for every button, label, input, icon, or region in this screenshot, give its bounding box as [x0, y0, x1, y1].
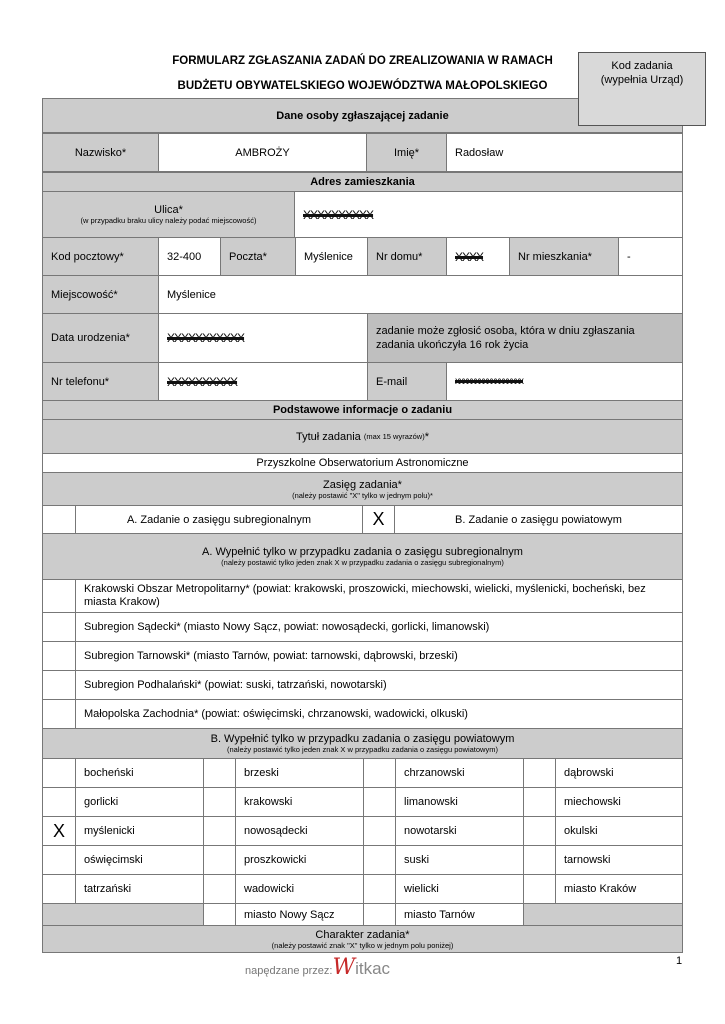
county-checkbox[interactable] [523, 845, 556, 875]
county-item: dąbrowski [555, 758, 683, 788]
nr-mieszkania-label: Nr mieszkania* [509, 237, 619, 276]
zasieg-label-text: Zasięg zadania* [323, 478, 402, 491]
county-checkbox[interactable] [363, 845, 396, 875]
section-dane: Dane osoby zgłaszającej zadanie [42, 98, 683, 133]
county-item: proszkowicki [235, 845, 364, 875]
county-checkbox[interactable] [363, 816, 396, 846]
county-checkbox[interactable] [42, 787, 76, 817]
county-checkbox[interactable] [203, 816, 236, 846]
poczta-label: Poczta* [220, 237, 296, 276]
charakter-label-text: Charakter zadania* [315, 928, 410, 941]
county-checkbox[interactable] [523, 874, 556, 904]
county-item: oświęcimski [75, 845, 204, 875]
zasieg-note: (należy postawić "X" tylko w jednym polu) [292, 490, 430, 500]
county-item: wadowicki [235, 874, 364, 904]
zasieg-star: * [429, 490, 433, 500]
ulica-field[interactable]: XXXXXXXXXX [294, 191, 683, 238]
poczta-field[interactable]: Myślenice [295, 237, 368, 276]
county-item: miasto Tarnów [395, 903, 524, 926]
county-heading-text: B. Wypełnić tylko w przypadku zadania o zasięgu powiatowym [210, 733, 515, 745]
county-checkbox[interactable] [363, 903, 396, 926]
county-checkbox[interactable] [203, 787, 236, 817]
county-item: nowotarski [395, 816, 524, 846]
footer-logo-w: W [332, 955, 356, 980]
charakter-note: (należy postawić znak "X" tylko w jednym polu poniżej) [271, 940, 454, 950]
county-checkbox[interactable] [203, 874, 236, 904]
county-empty-cell [523, 903, 683, 926]
county-checkbox[interactable] [203, 845, 236, 875]
kod-label: Kod zadania [611, 60, 673, 72]
county-item: gorlicki [75, 787, 204, 817]
kod-zadania-box [578, 52, 706, 126]
county-item: wielicki [395, 874, 524, 904]
county-item: tarnowski [555, 845, 683, 875]
subregion-checkbox[interactable] [42, 670, 76, 700]
witkac-logo [245, 955, 390, 980]
subregional-heading-text: A. Wypełnić tylko w przypadku zadania o zasięgu subregionalnym [202, 546, 523, 558]
county-item: myślenicki [75, 816, 204, 846]
county-checkbox[interactable] [523, 787, 556, 817]
footer-logo-rest: itkac [355, 959, 391, 978]
county-item: miasto Nowy Sącz [235, 903, 364, 926]
subregion-item: Krakowski Obszar Metropolitarny* (powiat: krakowski, proszowicki, miechowski, wielicki, myślenicki, bocheński, bez miasta Krakow) [75, 579, 683, 613]
ulica-label [42, 191, 295, 238]
email-label: E-mail [367, 362, 447, 401]
miejscowosc-field[interactable]: Myślenice [158, 275, 683, 314]
data-urodzenia-field[interactable]: XXXXXXXXXXX [158, 313, 368, 363]
nr-mieszkania-field[interactable]: - [618, 237, 683, 276]
nr-domu-label: Nr domu* [367, 237, 447, 276]
miejscowosc-label: Miejscowość* [42, 275, 159, 314]
subregion-checkbox[interactable] [42, 699, 76, 729]
form-title-line1: FORMULARZ ZGŁASZANIA ZADAŃ DO ZREALIZOWANIA W RAMACH [172, 55, 553, 67]
page-number: 1 [676, 955, 683, 967]
age-note: zadanie może zgłosić osoba, która w dniu zgłaszania zadania ukończyła 16 rok życia [367, 313, 683, 363]
option-b-checkbox[interactable]: X [362, 505, 395, 534]
subregional-heading [42, 533, 683, 580]
county-item: bocheński [75, 758, 204, 788]
subregion-item: Subregion Tarnowski* (miasto Tarnów, powiat: tarnowski, dąbrowski, brzeski) [75, 641, 683, 671]
county-checkbox[interactable] [363, 787, 396, 817]
section-adres: Adres zamieszkania [42, 172, 683, 192]
section-podstawowe: Podstawowe informacje o zadaniu [42, 400, 683, 420]
imie-field[interactable]: Radosław [446, 133, 683, 172]
county-checkbox[interactable] [203, 758, 236, 788]
county-item: tatrzański [75, 874, 204, 904]
tytul-label: Tytuł zadania (max 15 wyrazów) * [42, 419, 683, 454]
county-checkbox[interactable] [523, 758, 556, 788]
email-field[interactable]: xxxxxxxxxxxxxxxxx [446, 362, 683, 401]
form-title-line2: BUDŻETU OBYWATELSKIEGO WOJEWÓDZTWA MAŁOPOLSKIEGO [177, 80, 548, 92]
telefon-label: Nr telefonu* [42, 362, 159, 401]
imie-label: Imię* [366, 133, 447, 172]
county-note: (należy postawić tylko jeden znak X w przypadku zadania o zasięgu powiatowym) [227, 745, 498, 754]
county-checkbox[interactable] [42, 874, 76, 904]
kod-pocztowy-field[interactable]: 32-400 [158, 237, 221, 276]
tytul-star: * [424, 430, 430, 443]
county-item: okulski [555, 816, 683, 846]
county-item: miechowski [555, 787, 683, 817]
charakter-label [42, 925, 683, 953]
option-b-label: B. Zadanie o zasięgu powiatowym [394, 505, 683, 534]
footer-prefix: napędzane przez: [245, 965, 333, 977]
kod-pocztowy-label: Kod pocztowy* [42, 237, 159, 276]
nazwisko-field[interactable]: AMBROŻY [158, 133, 367, 172]
subregion-checkbox[interactable] [42, 612, 76, 642]
subregion-item: Małopolska Zachodnia* (powiat: oświęcimski, chrzanowski, wadowicki, olkuski) [75, 699, 683, 729]
county-item: miasto Kraków [555, 874, 683, 904]
subregion-checkbox[interactable] [42, 579, 76, 613]
tytul-field[interactable]: Przyszkolne Obserwatorium Astronomiczne [42, 453, 683, 473]
county-item: chrzanowski [395, 758, 524, 788]
county-item: nowosądecki [235, 816, 364, 846]
county-item: krakowski [235, 787, 364, 817]
subregion-item: Subregion Sądecki* (miasto Nowy Sącz, powiat: nowosądecki, gorlicki, limanowski) [75, 612, 683, 642]
nr-domu-field[interactable]: XXXX [446, 237, 510, 276]
tytul-note: (max 15 wyrazów) [363, 432, 425, 441]
county-checkbox[interactable] [363, 874, 396, 904]
county-checkbox[interactable] [42, 845, 76, 875]
option-a-checkbox[interactable] [42, 505, 76, 534]
subregional-note: (należy postawić tylko jeden znak X w przypadku zadania o zasięgu subregionalnym) [221, 558, 504, 567]
county-item: suski [395, 845, 524, 875]
subregion-item: Subregion Podhalański* (powiat: suski, tatrzański, nowotarski) [75, 670, 683, 700]
telefon-field[interactable]: XXXXXXXXXX [158, 362, 368, 401]
ulica-label-text: Ulica* [154, 204, 183, 216]
county-empty-cell [42, 903, 204, 926]
nazwisko-label: Nazwisko* [42, 133, 159, 172]
county-item: brzeski [235, 758, 364, 788]
option-a-label: A. Zadanie o zasięgu subregionalnym [75, 505, 363, 534]
county-checkbox[interactable] [42, 758, 76, 788]
ulica-note: (w przypadku braku ulicy należy podać miejscowość) [80, 216, 257, 225]
kod-note: (wypełnia Urząd) [600, 74, 684, 86]
county-checkbox[interactable] [203, 903, 236, 926]
county-checkbox[interactable] [523, 816, 556, 846]
county-item: limanowski [395, 787, 524, 817]
county-heading [42, 728, 683, 759]
zasieg-label [42, 472, 683, 506]
county-checkbox[interactable] [363, 758, 396, 788]
county-checkbox-selected[interactable]: X [42, 816, 76, 846]
data-urodzenia-label: Data urodzenia* [42, 313, 159, 363]
subregion-checkbox[interactable] [42, 641, 76, 671]
